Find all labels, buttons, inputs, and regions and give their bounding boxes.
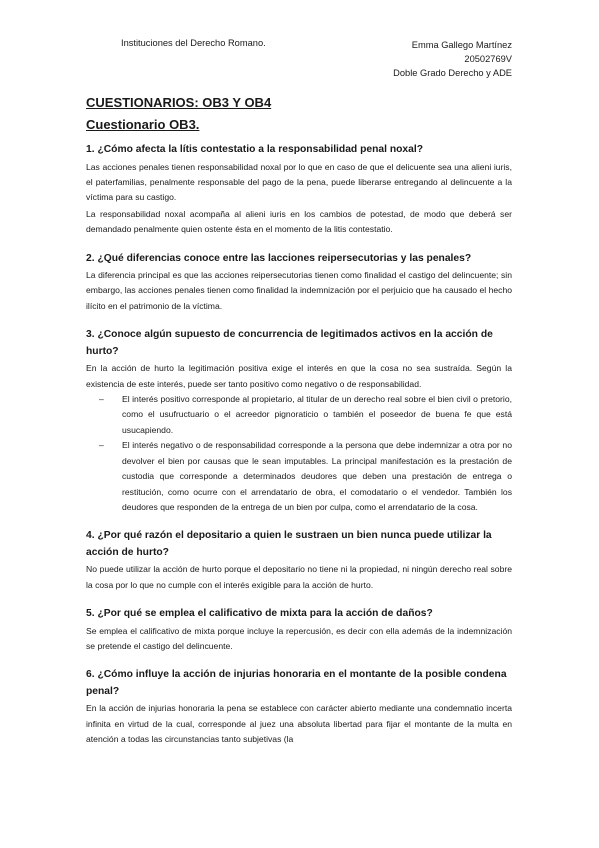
question-heading: 3. ¿Conoce algún supuesto de concurrencia de legitimados activos en la acción de hurto? <box>86 329 493 357</box>
header-student-id: 20502769V <box>464 54 512 64</box>
question-section <box>86 327 512 515</box>
answer-list <box>86 392 512 515</box>
answer-paragraph: Las acciones penales tienen responsabilidad noxal por lo que en caso de que el delicuente sea una alieni iuris, el paterfamilias, penalmente responsable del pago de la pena, puede liberarse entregando al delincuente a la víctima para su castigo. <box>86 161 512 203</box>
answer-list-item <box>86 438 512 515</box>
question-section <box>86 667 512 747</box>
answer-paragraph: No puede utilizar la acción de hurto porque el depositario no tiene ni la propiedad, ni ningún derecho real sobre la cosa por lo que no cumple con el interés exigible para la acción de hurto. <box>86 564 512 590</box>
section-title: Cuestionario OB3. <box>86 117 200 132</box>
question-section <box>86 251 512 315</box>
question-section <box>86 606 512 654</box>
dash-bullet-icon: – <box>99 440 104 451</box>
answer-list-text: El interés positivo corresponde al propietario, al titular de un derecho real sobre el bien civil o pretorio, como el usufructuario o el acreedor pignoraticio o también el poseedor de buena fe que está usucapiendo. <box>122 394 512 435</box>
question-heading: 1. ¿Cómo afecta la lítis contestatio a la responsabilidad penal noxal? <box>86 144 424 155</box>
header-course: Instituciones del Derecho Romano. <box>121 38 266 48</box>
question-heading: 6. ¿Cómo influye la acción de injurias honoraria en el montante de la posible condena penal? <box>86 669 507 697</box>
question-section <box>86 528 512 593</box>
answer-paragraph: En la acción de hurto la legitimación positiva exige el interés en que la cosa no sea sustraída. Según la existencia de este interés, puede ser tanto positivo como negativo o de responsabilidad. <box>86 363 512 389</box>
answer-paragraph: La responsabilidad noxal acompaña al alieni iuris en los cambios de potestad, de modo que deberá ser demandado penalmente quien ostente ésta en el momento de la litis contestatio. <box>86 208 512 235</box>
answer-paragraph: En la acción de injurias honoraria la pena se establece con carácter abierto mediante una condemnatio incerta infinita en virtud de la cual, corresponde al juez una absoluta libertad para fijar el montante de la multa en atención a todas las circunstancias tanto subjetivas (la <box>86 703 512 745</box>
question-heading: 5. ¿Por qué se emplea el calificativo de mixta para la acción de daños? <box>86 608 433 620</box>
header-author-name: Emma Gallego Martínez <box>411 40 512 50</box>
answer-paragraph: Se emplea el calificativo de mixta porque incluye la repercusión, es decir con ella además de la indemnización se pretende el castigo del delincuente. <box>86 625 512 652</box>
dash-bullet-icon: – <box>99 394 104 405</box>
question-heading: 4. ¿Por qué razón el depositario a quien le sustraen un bien nunca puede utilizar la acción de hurto? <box>86 530 492 558</box>
answer-list-text: El interés negativo o de responsabilidad corresponde a la persona que debe indemnizar a otra por no devolver el bien por causas que le sean imputables. La principal manifestación es la prestación de custodia que corresponde a determinados deudores que deben una prestación de entrega o restitución, como ocurre con el arrendatario de obra, el comodatario o el vendedor. También los deudores que responden de la entrega de un bien por culpa, como el arrendatario de la cosa. <box>122 440 512 512</box>
questions-body <box>86 142 512 761</box>
question-section <box>86 142 512 238</box>
document-title: CUESTIONARIOS: OB3 Y OB4 <box>86 95 272 110</box>
header-author-block <box>393 38 512 80</box>
answer-paragraph: La diferencia principal es que las acciones reipersecutorias tienen como finalidad el castigo del delincuente; sin embargo, las acciones penales tienen como finalidad la indemnización por el perjuicio que ha causado el hecho ilícito en el patrimonio de la víctima. <box>86 270 512 311</box>
answer-list-item <box>86 392 512 438</box>
header-degree: Doble Grado Derecho y ADE <box>393 68 512 78</box>
question-heading: 2. ¿Qué diferencias conoce entre las lacciones reipersecutorias y las penales? <box>86 252 472 264</box>
